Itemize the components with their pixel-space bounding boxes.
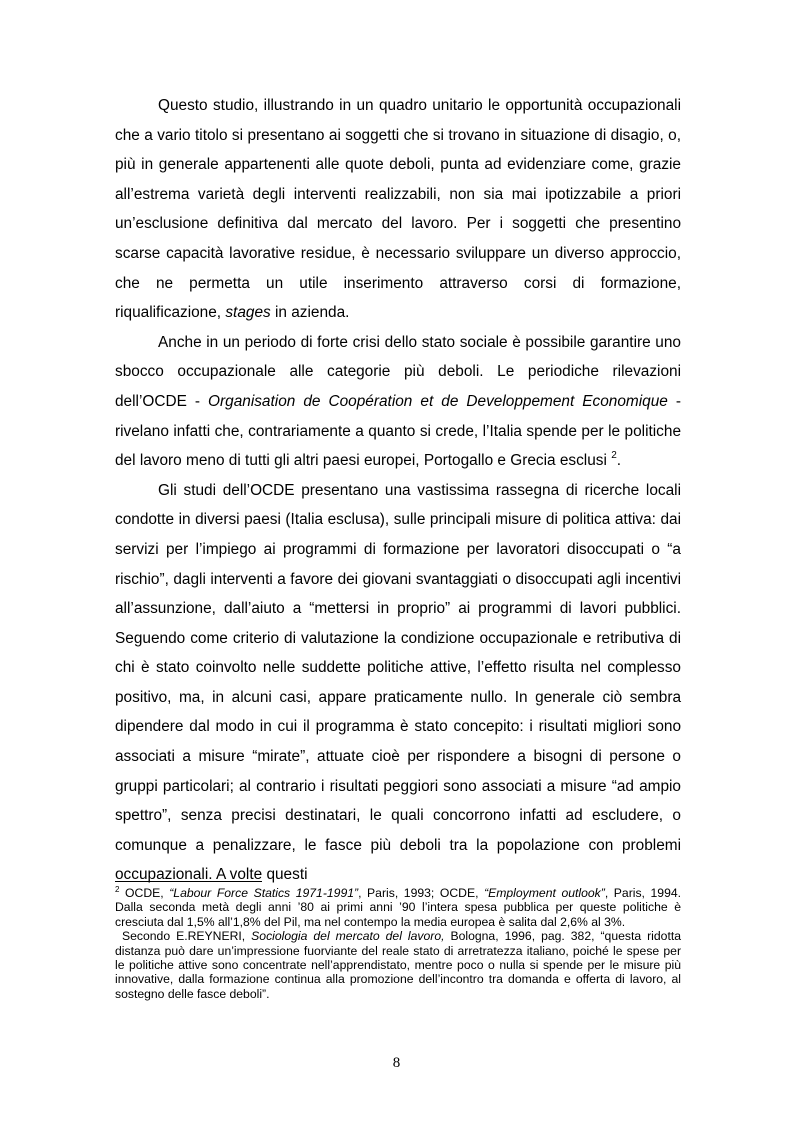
footnote-2-continued: Secondo E.REYNERI, Sociologia del mercato del lavoro, Bologna, 1996, pag. 382, “questa ridotta distanza può dare un’impressione fuorviante del reale stato di arretratezza italiano, poiché le spese per le politiche attive sono concentrate nell’apprendistato, mentre poco o nulla si spende per le misure più innovative, dalla formazione continua alla promozione dell’incontro tra domanda e offerta di lavoro, al sostegno delle fasce deboli”. (115, 929, 681, 1001)
paragraph-1: Questo studio, illustrando in un quadro unitario le opportunità occupazionali che a vario titolo si presentano ai soggetti che si trovano in situazione di disagio, o, più in generale appartenenti alle quote deboli, punta ad evidenziare come, grazie all’estrema varietà degli interventi realizzabili, non sia mai ipotizzabile a priori un’esclusione definitiva dal mercato del lavoro. Per i soggetti che presentino scarse capacità lavorative residue, è necessario sviluppare un diverso approccio, che ne permetta un utile inserimento attraverso corsi di formazione, riqualificazione, stages in azienda. (115, 97, 681, 322)
footnote-ref[interactable]: 2 (611, 450, 617, 462)
footnotes (115, 886, 681, 1001)
page-number: 8 (392, 1055, 401, 1071)
body-text (115, 91, 681, 890)
paragraph-3: Gli studi dell’OCDE presentano una vastissima rassegna di ricerche locali condotte in diversi paesi (Italia esclusa), sulle principali misure di politica attiva: dai servizi per l’impiego ai programmi di formazione per lavoratori disoccupati o “a rischio”, dagli interventi a favore dei giovani svantaggiati o disoccupati agli incentivi all’assunzione, dall’aiuto a “mettersi in proprio” ai programmi di lavori pubblici. Seguendo come criterio di valutazione la condizione occupazionale e retributiva di chi è stato coinvolto nelle suddette politiche attive, l’effetto risulta nel complesso positivo, ma, in alcuni casi, appare praticamente nullo. In generale ciò sembra dipendere dal modo in cui il programma è stato concepito: i risultati migliori sono associati a misure “mirate”, attuate cioè per rispondere a bisogni di persone o gruppi particolari; al contrario i risultati peggiori sono associati a misure “ad ampio spettro”, senza precisi destinatari, le quali concorrono infatti ad escludere, o comunque a penalizzare, le fasce più deboli tra la popolazione con problemi occupazionali. A volte questi (115, 481, 681, 884)
footnote-separator (115, 881, 262, 882)
footnote-2: $^2$ OCDE, “Labour Force Statics 1971-1991”, Paris, 1993; OCDE, “Employment outlook”, Paris, 1994. Dalla seconda metà degli anni ’80 ai primi anni ’90 l’intera spesa pubblica per queste politiche è cresciuta dal 1,5% all’1,8% del Pil, ma nel contempo la media europea è salita dal 2,6% al 3%. (115, 885, 682, 929)
paragraph-2: Anche in un periodo di forte crisi dello stato sociale è possibile garantire uno sbocco occupazionale alle categorie più deboli. Le periodiche rilevazioni dell’OCDE - Organisation de Coopération et de Developpement Economique - rivelano infatti che, contrariamente a quanto si crede, l’Italia spende per le politiche del lavoro meno di tutti gli altri paesi europei, Portogallo e Grecia esclusi $^2$. (115, 333, 681, 470)
